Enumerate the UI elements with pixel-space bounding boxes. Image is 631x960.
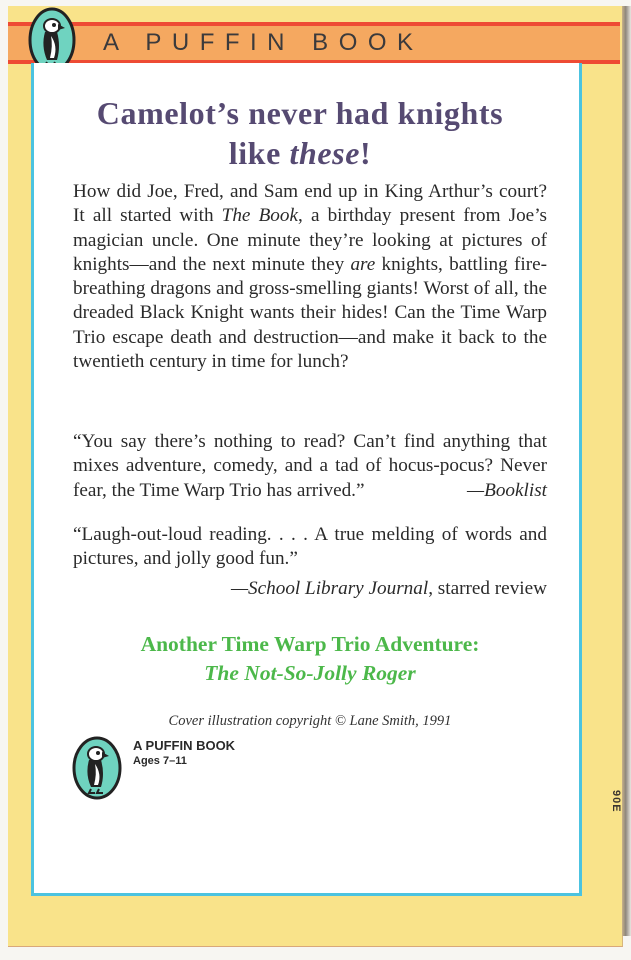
- headline-prefix: like: [228, 135, 290, 171]
- promo-heading: Another Time Warp Trio Adventure:: [140, 632, 480, 656]
- blurb-paragraph: [73, 180, 547, 374]
- imprint-name: A PUFFIN BOOK: [133, 738, 236, 753]
- review-booklist: [73, 430, 547, 503]
- book-edge-shadow: [622, 6, 631, 936]
- blurb-emphasis: are: [350, 253, 376, 275]
- headline-line2: [40, 133, 560, 173]
- blurb-text: How did Joe, Fred, and Sam end up in King Arthur’s court? It all started with: [73, 181, 547, 227]
- review-slj-attribution: [73, 577, 547, 601]
- age-range: Ages 7–11: [133, 755, 187, 767]
- headline-suffix: !: [360, 135, 372, 171]
- puffin-logo-icon: [71, 735, 123, 801]
- headline: [40, 93, 560, 173]
- review-quote: “Laugh-out-loud reading. . . . A true melding of words and pictures, and jolly good fun.”: [73, 524, 547, 570]
- review-slj: [73, 523, 547, 572]
- banner-title: A PUFFIN BOOK: [103, 29, 424, 56]
- headline-emphasis: these: [289, 135, 361, 171]
- blurb-book-title: The Book: [221, 205, 299, 227]
- cover-credit: Cover illustration copyright © Lane Smith, 1991: [168, 713, 452, 729]
- review-quote: “You say there’s nothing to read? Can’t find anything that mixes adventure, comedy, and a tad of hocus-pocus? Never fear, the Time Warp Trio has arrived.”: [73, 431, 547, 501]
- headline-line1: Camelot’s never had knights: [96, 95, 504, 131]
- imprint: [133, 738, 235, 768]
- spine-isbn: 90E: [610, 790, 622, 813]
- blurb-text: knights, battling fire-breathing dragons and gross-smelling giants! Worst of all, the dreaded Black Knight wants their hides! Can the Time Warp Trio escape death and destruction—and make it back to the twentieth century in time for lunch?: [73, 253, 547, 373]
- review-source-suffix: , starred review: [428, 578, 547, 599]
- promo-title: The Not-So-Jolly Roger: [204, 661, 416, 685]
- review-source: —Booklist: [467, 479, 547, 501]
- blurb-text: , a birthday present from Joe’s magician uncle. One minute they’re looking at pictures of knights—and the next minute they: [73, 205, 547, 275]
- review-source: —School Library Journal: [230, 578, 429, 599]
